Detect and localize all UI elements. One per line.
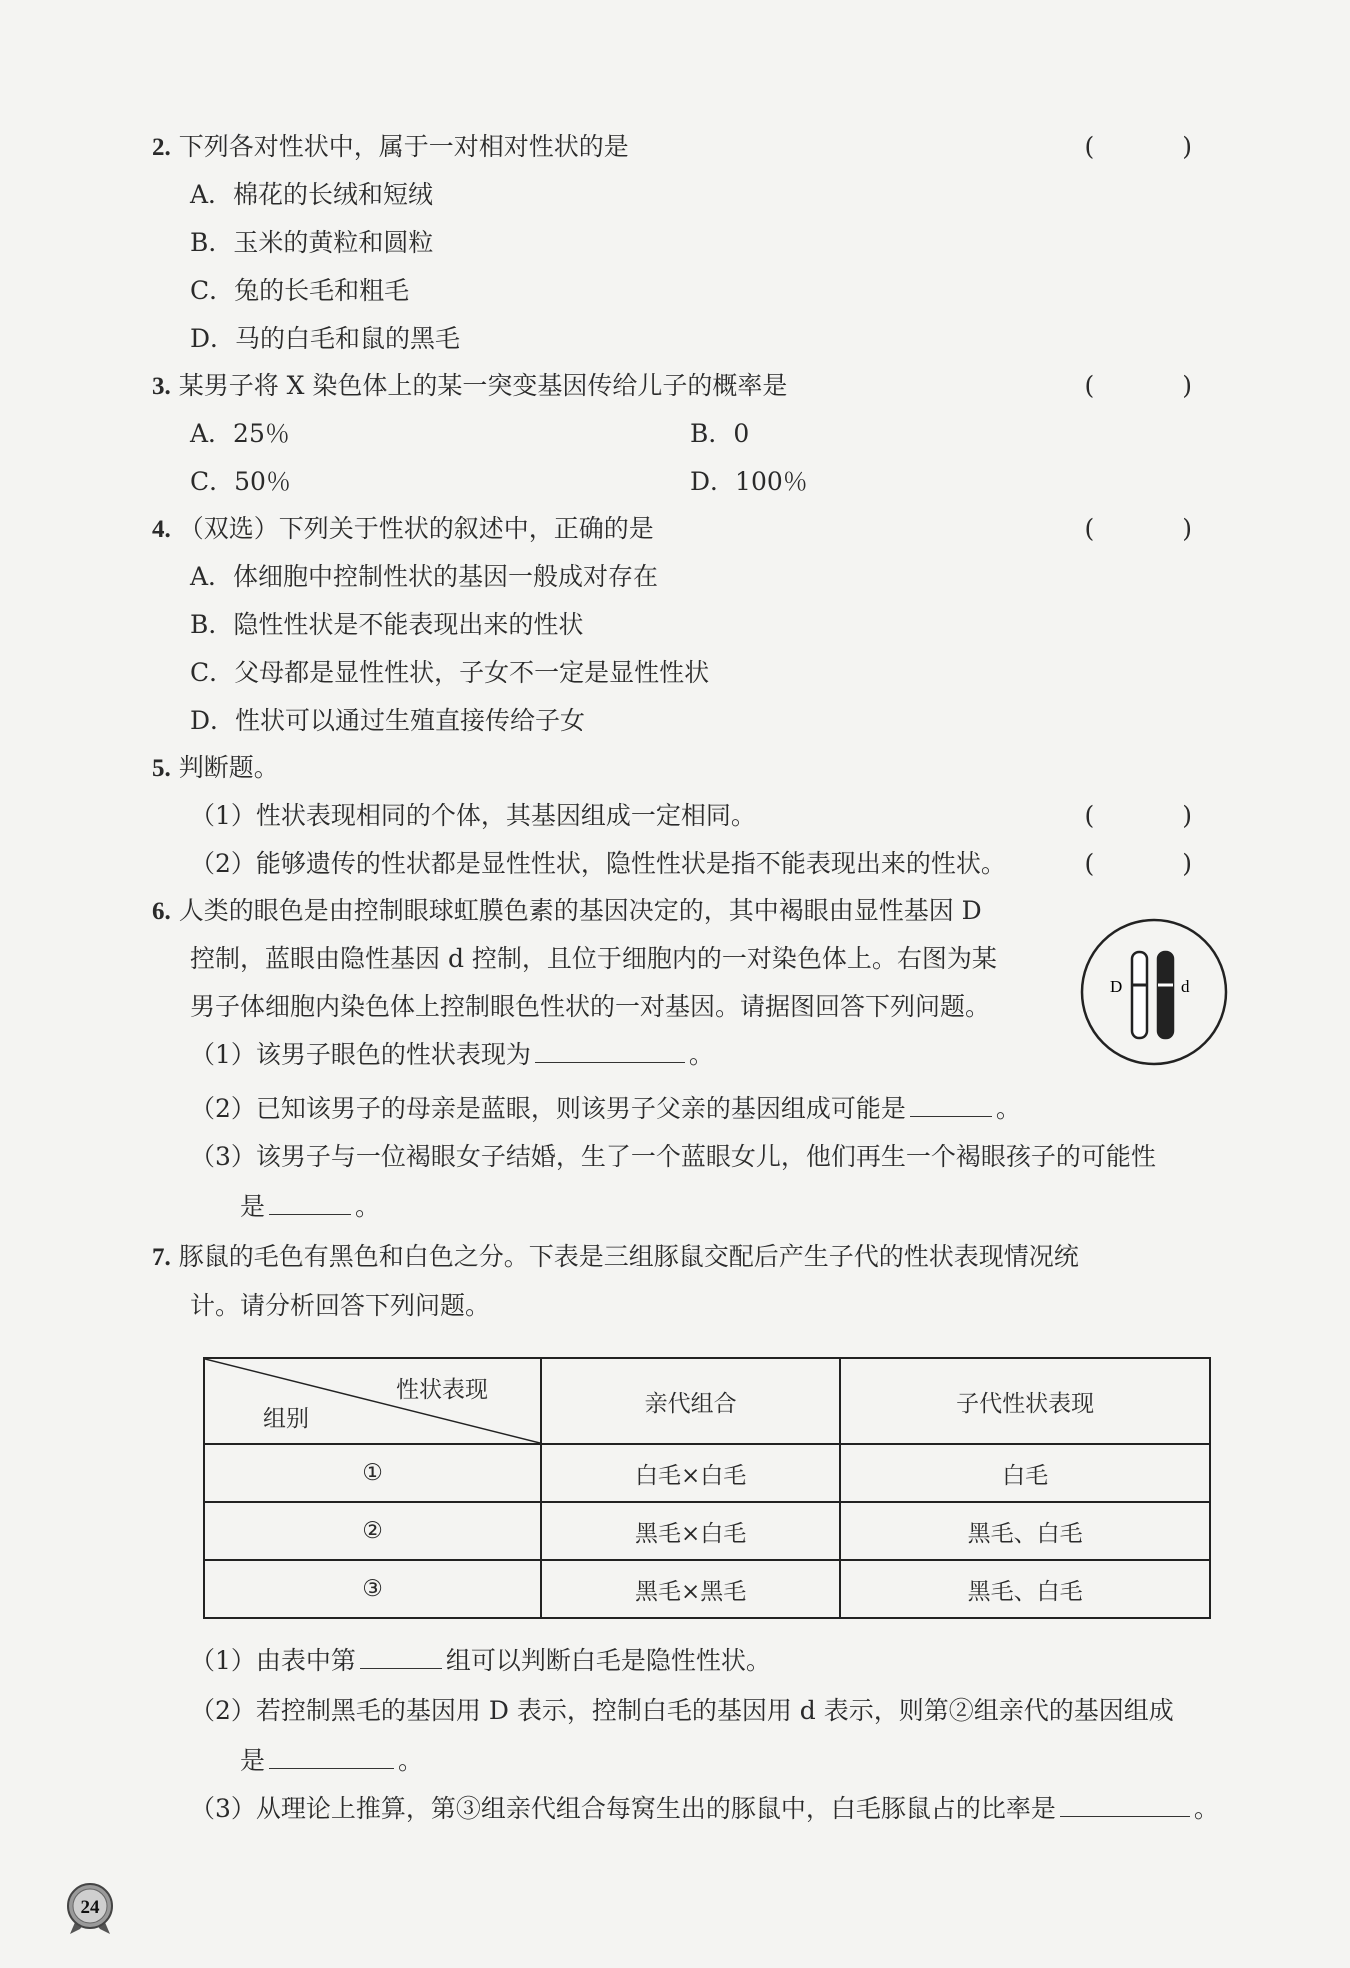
q3-number: 3. [152,373,171,400]
q2-answer-paren[interactable]: ( ) [1084,132,1232,161]
q7-text-1: 豚鼠的毛色有黑色和白色之分。下表是三组豚鼠交配后产生子代的性状表现情况统 [178,1242,1079,1271]
q4-option-b: B．隐性性状是不能表现出来的性状 [190,610,584,639]
q3-option-a: A．25％ [190,419,290,448]
q2-number: 2. [152,134,171,161]
period: 。 [398,1746,424,1775]
q6-sub-3-cont [240,1190,380,1224]
table-corner-cell [204,1358,541,1444]
q5-number: 5. [152,755,171,782]
q7-sub-2: （2）若控制黑毛的基因用 D 表示，控制白毛的基因用 d 表示，则第②组亲代的基因组成 [190,1696,1174,1725]
q7-sub-1-text-b: 组可以判断白毛是隐性性状。 [445,1646,771,1675]
q7-sub-1-blank[interactable] [360,1646,442,1669]
q6-sub-1-blank[interactable] [535,1040,685,1063]
q7-sub-3-text: （3）从理论上推算，第③组亲代组合每窝生出的豚鼠中，白毛豚鼠占的比率是 [190,1794,1056,1823]
q7-sub-2-cont [240,1744,423,1778]
page-number: 24 [80,1897,100,1918]
col-header-offspring: 子代性状表现 [840,1358,1210,1444]
corner-bottom-label: 组别 [263,1406,309,1432]
q6-line-2: 控制，蓝眼由隐性基因 d 控制，且位于细胞内的一对染色体上。右图为某 [190,944,997,973]
q7-sub-3-blank[interactable] [1060,1794,1190,1817]
period: 。 [1193,1794,1219,1823]
offspring-cell: 白毛 [840,1444,1210,1502]
period: 。 [995,1094,1021,1123]
q6-sub-3-blank[interactable] [269,1192,351,1215]
q6-line-3: 男子体细胞内染色体上控制眼色性状的一对基因。请据图回答下列问题。 [190,992,991,1021]
q3-answer-paren[interactable]: ( ) [1084,371,1232,400]
q2-option-a: A．棉花的长绒和短绒 [190,180,434,209]
q2-option-d: D．马的白毛和鼠的黑毛 [190,324,461,353]
q2-option-c: C．兔的长毛和粗毛 [190,276,410,305]
q6-sub-1 [190,1038,714,1072]
q6-text-1: 人类的眼色是由控制眼球虹膜色素的基因决定的，其中褐眼由显性基因 D [178,896,982,925]
q6-sub-3b-text: 是 [240,1192,266,1221]
group-cell: ③ [204,1560,541,1618]
q2-option-b: B．玉米的黄粒和圆粒 [190,228,434,257]
breeding-table [203,1357,1211,1619]
q4-stem [152,512,654,547]
q2-stem [152,130,629,165]
q4-option-d: D．性状可以通过生殖直接传给子女 [190,706,586,735]
q4-number: 4. [152,516,171,543]
q3-option-c: C．50％ [190,467,291,496]
period: 。 [355,1192,381,1221]
parents-cell: 黑毛×黑毛 [541,1560,840,1618]
q6-sub-2-text: （2）已知该男子的母亲是蓝眼，则该男子父亲的基因组成可能是 [190,1094,906,1123]
q7-sub-2b-text: 是 [240,1746,266,1775]
chromosome-white [1132,952,1147,1038]
group-cell: ① [204,1444,541,1502]
col-header-parents: 亲代组合 [541,1358,840,1444]
q6-sub-2-blank[interactable] [910,1094,992,1117]
q3-option-b: B．0 [690,419,750,448]
q2-text: 下列各对性状中，属于一对相对性状的是 [178,132,629,161]
q7-number: 7. [152,1244,171,1271]
q4-option-c: C．父母都是显性性状，子女不一定是显性性状 [190,658,710,687]
q4-option-a: A．体细胞中控制性状的基因一般成对存在 [190,562,659,591]
q5-stem [152,751,279,786]
page-number-badge [62,1880,118,1936]
table-row [204,1560,1210,1618]
q6-sub-1-text: （1）该男子眼色的性状表现为 [190,1040,531,1069]
q7-sub-2-blank[interactable] [269,1746,394,1769]
q7-line-2: 计。请分析回答下列问题。 [190,1291,491,1320]
offspring-cell: 黑毛、白毛 [840,1560,1210,1618]
chromosome-black [1158,952,1173,1038]
q5-item-1: （1）性状表现相同的个体，其基因组成一定相同。 [190,801,756,830]
q3-stem [152,369,787,404]
q6-number: 6. [152,898,171,925]
gene-label-d: d [1181,977,1190,996]
q6-sub-2 [190,1092,1021,1126]
q6-line-1 [152,894,982,929]
q5-item-2: （2）能够遗传的性状都是显性性状，隐性性状是指不能表现出来的性状。 [190,849,1006,878]
period: 。 [688,1040,714,1069]
q7-line-1 [152,1240,1079,1275]
q3-text: 某男子将 X 染色体上的某一突变基因传给儿子的概率是 [178,371,788,400]
corner-diagonal [205,1359,540,1443]
q5-item-1-paren[interactable]: ( ) [1084,801,1232,830]
q7-sub-3 [190,1792,1219,1826]
q5-text: 判断题。 [178,753,279,782]
corner-top-label: 性状表现 [396,1377,488,1403]
table-header-row [204,1358,1210,1444]
table-row [204,1502,1210,1560]
q3-option-d: D．100％ [690,467,808,496]
q7-sub-1 [190,1644,771,1678]
parents-cell: 黑毛×白毛 [541,1502,840,1560]
parents-cell: 白毛×白毛 [541,1444,840,1502]
q4-text: （双选）下列关于性状的叙述中，正确的是 [178,514,654,543]
cell-circle [1082,920,1226,1064]
table-row [204,1444,1210,1502]
chromosome-diagram [1078,916,1230,1068]
gene-label-D: D [1110,977,1123,996]
q4-answer-paren[interactable]: ( ) [1084,514,1232,543]
q5-item-2-paren[interactable]: ( ) [1084,849,1232,878]
offspring-cell: 黑毛、白毛 [840,1502,1210,1560]
q7-sub-1-text-a: （1）由表中第 [190,1646,356,1675]
q6-sub-3: （3）该男子与一位褐眼女子结婚，生了一个蓝眼女儿，他们再生一个褐眼孩子的可能性 [190,1142,1156,1171]
group-cell: ② [204,1502,541,1560]
